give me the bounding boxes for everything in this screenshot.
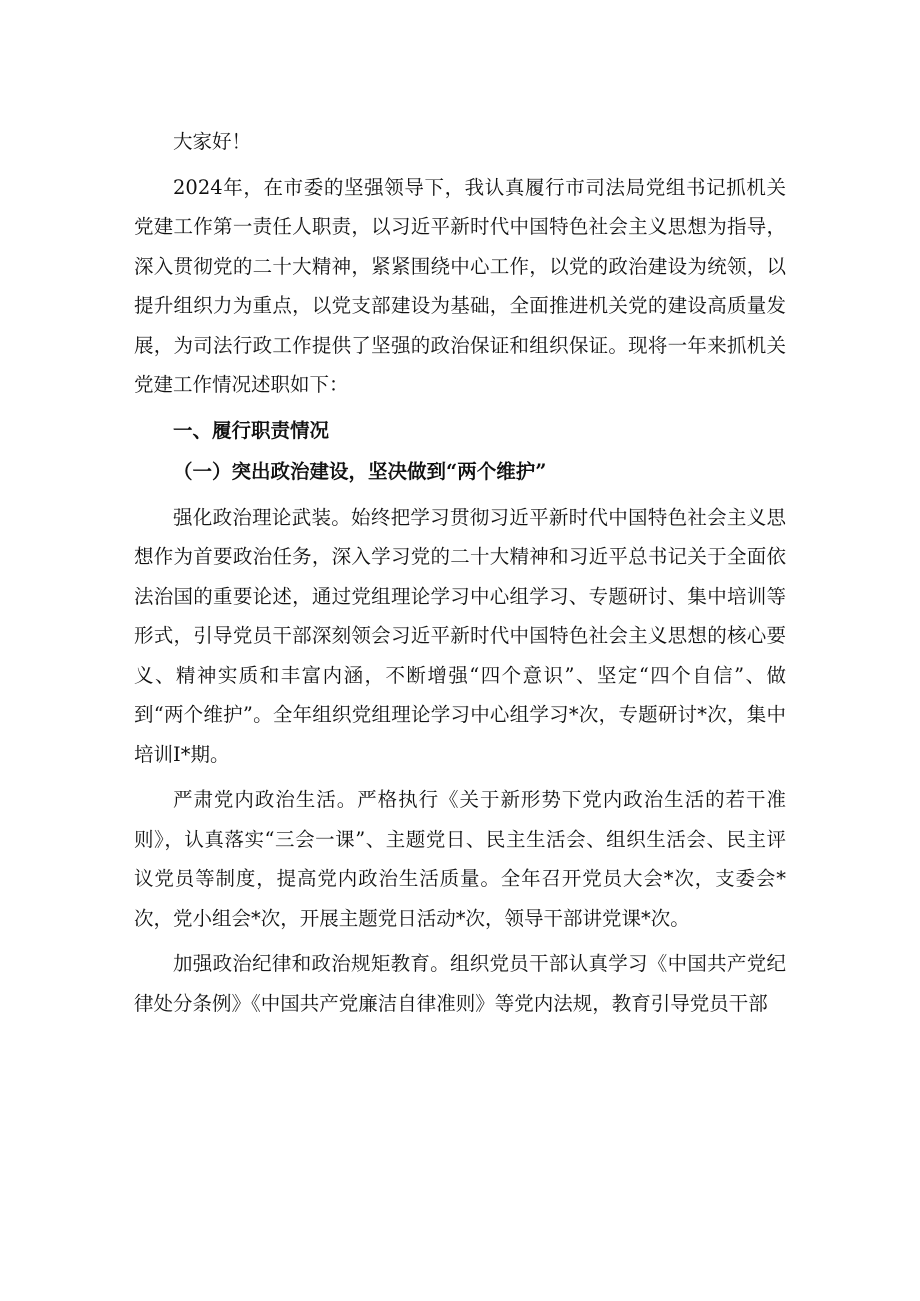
greeting: 大家好！	[173, 130, 252, 153]
body-paragraph-political-life: 严肃党内政治生活。严格执行《关于新形势下党内政治生活的若干准则》，认真落实“三会一课”、主题党日、民主生活会、组织生活会、民主评议党员等制度，提高党内政治生活质量。全年召开党员大会*次，支委会*次，党小组会*次，开展主题党日活动*次，领导干部讲党课*次。	[134, 788, 786, 930]
body-paragraph-discipline: 加强政治纪律和政治规矩教育。组织党员干部认真学习《中国共产党纪律处分条例》《中国共产党廉洁自律准则》等党内法规，教育引导党员干部	[134, 952, 786, 1015]
section-heading: 一、履行职责情况	[173, 418, 330, 442]
intro-paragraph: 2024年，在市委的坚强领导下，我认真履行市司法局党组书记抓机关党建工作第一责任人职责，以习近平新时代中国特色社会主义思想为指导，深入贯彻党的二十大精神，紧紧围绕中心工作，以党的政治建设为统领，以提升组织力为重点，以党支部建设为基础，全面推进机关党的建设高质量发展，为司法行政工作提供了坚强的政治保证和组织保证。现将一年来抓机关党建工作情况述职如下：	[134, 175, 786, 396]
subsection-heading: （一）突出政治建设，坚决做到“两个维护”	[173, 460, 547, 483]
body-paragraph-theory: 强化政治理论武装。始终把学习贯彻习近平新时代中国特色社会主义思想作为首要政治任务，深入学习党的二十大精神和习近平总书记关于全面依法治国的重要论述，通过党组理论学习中心组学习、专题研讨、集中培训等形式，引导党员干部深刻领会习近平新时代中国特色社会主义思想的核心要义、精神实质和丰富内涵，不断增强“四个意识”、坚定“四个自信”、做到“两个维护”。全年组织党组理论学习中心组学习*次，专题研讨*次，集中培训I*期。	[134, 505, 786, 766]
document-body	[134, 122, 786, 1023]
